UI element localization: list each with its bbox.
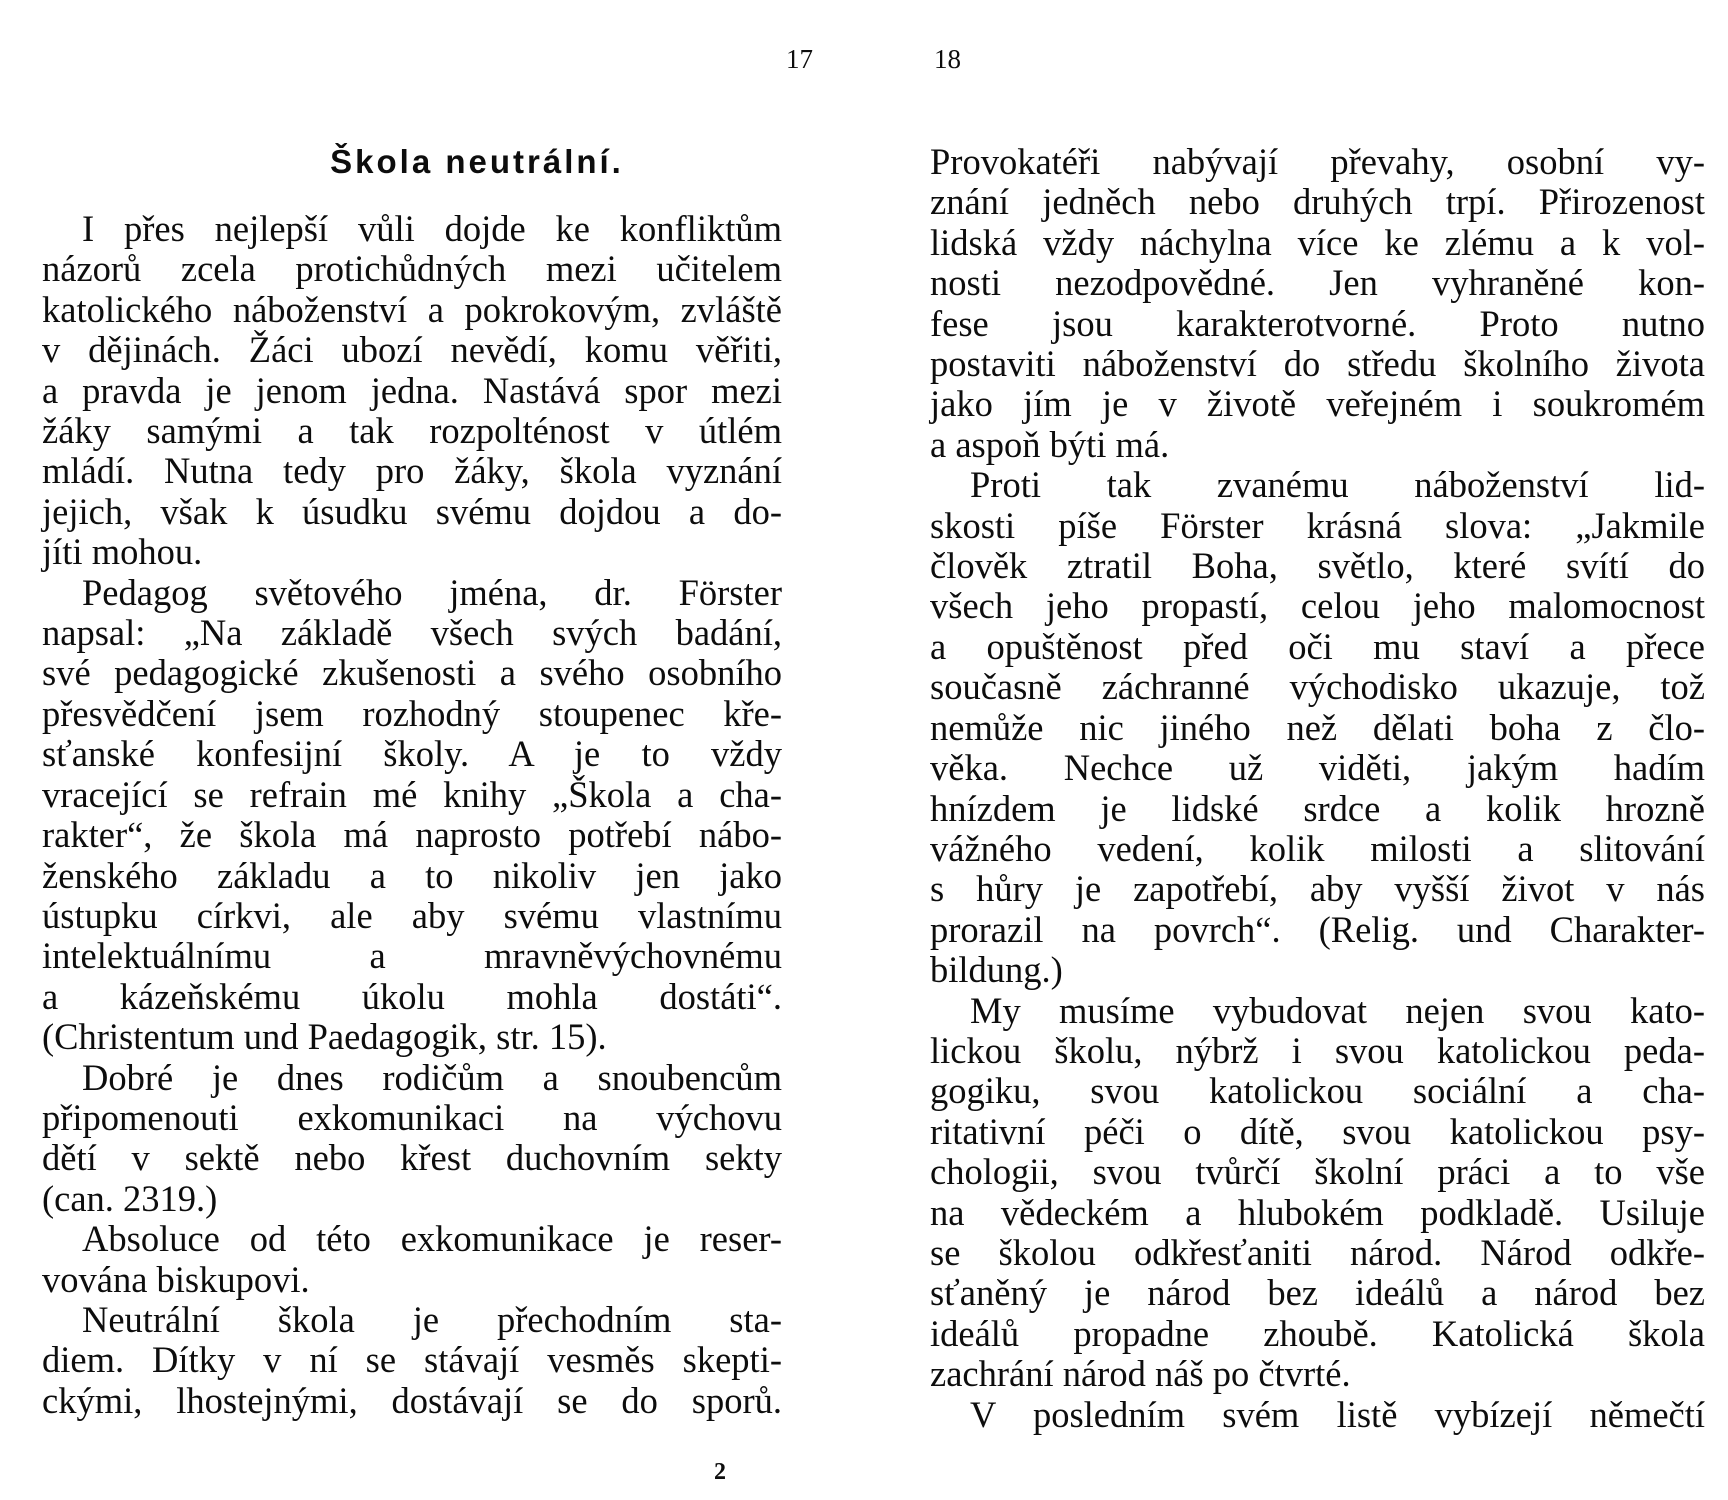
text-line: nosti nezodpovědné. Jen vyhraněné kon- — [930, 262, 1705, 304]
signature-mark: 2 — [714, 1459, 726, 1485]
text-line: ústupku církvi, ale aby svému vlastnímu — [42, 894, 782, 936]
text-line: člověk ztratil Boha, světlo, které svítí do — [930, 545, 1705, 587]
text-line: jíti mohou. — [42, 531, 203, 573]
text-line: ideálů propadne zhoubě. Katolická škola — [930, 1312, 1705, 1354]
text-line: ritativní péči o dítě, svou katolickou psy- — [930, 1110, 1705, 1152]
text-line: vážného vedení, kolik milosti a slitování — [930, 827, 1705, 869]
text-line: skosti píše Förster krásná slova: „Jakmile — [930, 504, 1705, 546]
text-line: hnízdem je lidské srdce a kolik hrozně — [930, 787, 1705, 829]
text-line: V posledním svém listě vybízejí němečtí — [970, 1393, 1705, 1435]
text-line: Pedagog světového jména, dr. Förster — [82, 571, 782, 613]
text-line: lickou školu, nýbrž i svou katolickou peda- — [930, 1029, 1705, 1071]
text-line: zachrání národ náš po čtvrté. — [930, 1353, 1351, 1395]
text-line: postaviti náboženství do středu školního života — [930, 343, 1705, 385]
text-line: jejich, však k úsudku svému dojdou a do- — [42, 490, 782, 532]
text-line: a aspoň býti má. — [930, 423, 1170, 465]
text-line: žáky samými a tak rozpolténost v útlém — [42, 410, 782, 452]
text-line: v dějinách. Žáci ubozí nevědí, komu věřiti, — [42, 329, 782, 371]
text-line: mládí. Nutna tedy pro žáky, škola vyznání — [42, 450, 782, 492]
text-line: prorazil na povrch“. (Relig. und Charakter- — [930, 908, 1705, 950]
text-line: vována biskupovi. — [42, 1258, 310, 1300]
text-line: a pravda je jenom jedna. Nastává spor mezi — [42, 369, 782, 411]
text-line: nemůže nic jiného než dělati boha z člo- — [930, 706, 1705, 748]
text-line: (Christentum und Paedagogik, str. 15). — [42, 1016, 607, 1058]
text-line: názorů zcela protichůdných mezi učitelem — [42, 248, 782, 290]
right-text-lines — [930, 142, 1705, 1435]
left-page-column — [42, 142, 782, 1421]
text-line: Proti tak zvanému náboženství lid- — [970, 464, 1705, 506]
text-line: všech jeho propastí, celou jeho malomocnost — [930, 585, 1705, 627]
text-line: současně záchranné východisko ukazuje, tož — [930, 666, 1705, 708]
text-line: znání jedněch nebo druhých trpí. Přirozenost — [930, 181, 1705, 223]
text-line: připomenouti exkomunikaci na výchovu — [42, 1096, 782, 1138]
text-line: a kázeňskému úkolu mohla dostáti“. — [42, 975, 782, 1017]
text-line: intelektuálnímu a mravněvýchovnému — [42, 935, 782, 977]
text-line: přesvědčení jsem rozhodný stoupenec kře- — [42, 692, 782, 734]
text-line: napsal: „Na základě všech svých badání, — [42, 612, 782, 654]
right-page-column — [930, 142, 1705, 1435]
text-line: a opuštěnost před oči mu staví a přece — [930, 625, 1705, 667]
left-text-lines — [42, 209, 782, 1421]
text-line: vracející se refrain mé knihy „Škola a cha- — [42, 773, 782, 815]
page-number-right: 18 — [934, 44, 961, 74]
text-line: své pedagogické zkušenosti a svého osobního — [42, 652, 782, 694]
text-line: ženského základu a to nikoliv jen jako — [42, 854, 782, 896]
text-line: (can. 2319.) — [42, 1177, 218, 1219]
text-line: My musíme vybudovat nejen svou kato- — [970, 989, 1705, 1031]
text-line: ckými, lhostejnými, dostávají se do sporů. — [42, 1379, 782, 1421]
text-line: sťaněný je národ bez ideálů a národ bez — [930, 1272, 1705, 1314]
text-line: sťanské konfesijní školy. A je to vždy — [42, 733, 782, 775]
text-line: Dobré je dnes rodičům a snoubencům — [82, 1056, 782, 1098]
text-line: Absoluce od této exkomunikace je reser- — [82, 1218, 782, 1260]
chapter-title: Škola neutrální. — [330, 143, 624, 180]
text-line: I přes nejlepší vůli dojde ke konfliktům — [82, 208, 782, 249]
text-line: Neutrální škola je přechodním sta- — [82, 1298, 782, 1340]
text-line: dětí v sektě nebo křest duchovním sekty — [42, 1137, 782, 1179]
text-line: na vědeckém a hlubokém podkladě. Usiluje — [930, 1191, 1705, 1233]
text-line: lidská vždy náchylna více ke zlému a k vol- — [930, 221, 1705, 263]
text-line: rakter“, že škola má naprosto potřebí nábo- — [42, 814, 782, 856]
text-line: fese jsou karakterotvorné. Proto nutno — [930, 302, 1705, 344]
text-line: gogiku, svou katolickou sociální a cha- — [930, 1070, 1705, 1112]
text-line: chologii, svou tvůrčí školní práci a to vše — [930, 1151, 1705, 1193]
text-line: Provokatéři nabývají převahy, osobní vy- — [930, 141, 1705, 182]
text-line: bildung.) — [930, 949, 1063, 991]
text-line: věka. Nechce už viděti, jakým hadím — [930, 747, 1705, 789]
text-line: katolického náboženství a pokrokovým, zvláště — [42, 288, 782, 330]
text-line: diem. Dítky v ní se stávají vesměs skepti- — [42, 1339, 782, 1381]
text-line: s hůry je zapotřebí, aby vyšší život v nás — [930, 868, 1705, 910]
text-line: jako jím je v životě veřejném i soukromém — [930, 383, 1705, 425]
page-number-left: 17 — [786, 44, 813, 74]
text-line: se školou odkřesťaniti národ. Národ odkře- — [930, 1231, 1705, 1273]
